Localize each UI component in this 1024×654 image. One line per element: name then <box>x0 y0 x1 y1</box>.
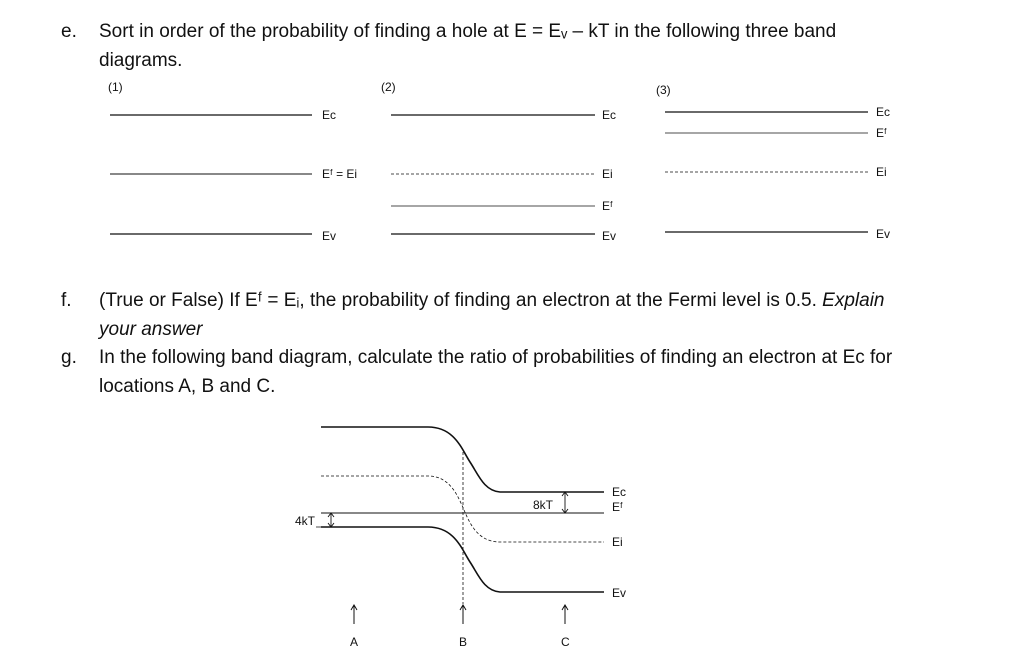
diagram-2-ev-label: Ev <box>602 229 617 243</box>
question-f-text-italic: Explain <box>822 290 885 311</box>
band-g-ev-label: Ev <box>612 586 627 600</box>
question-g-text-line1: In the following band diagram, calculate the ratio of probabilities of finding an electron at Eᴄ for <box>99 347 893 368</box>
diagram-2-ef-label: Eᶠ <box>602 199 613 213</box>
diagram-2-number: (2) <box>381 80 396 94</box>
band-g-ec-label: Ec <box>612 485 627 499</box>
diagram-3-ei-label: Ei <box>876 165 887 179</box>
diagram-3-ev-label: Ev <box>876 227 891 241</box>
band-g-ei-label: Ei <box>612 535 623 549</box>
question-e-text-line1: Sort in order of the probability of finding a hole at E = Eᵥ – kT in the following three band <box>99 21 837 42</box>
question-e-text-line2: diagrams. <box>99 50 183 71</box>
diagram-1-ec-label: Ec <box>322 108 337 122</box>
diagram-3-number: (3) <box>656 83 671 97</box>
question-f-text-line2: your answer <box>99 319 203 340</box>
question-f-letter: f. <box>61 290 72 311</box>
band-g-4kt-label: 4kT <box>295 514 316 528</box>
location-a-label: A <box>350 635 359 649</box>
location-b-arrow <box>460 605 466 624</box>
question-g-letter: g. <box>61 347 77 368</box>
band-g-8kt-arrow <box>562 492 568 513</box>
band-diagram-3 <box>656 83 890 241</box>
band-diagram-1 <box>108 80 357 243</box>
question-f-text-plain: (True or False) If Eᶠ = Eᵢ, the probability of finding an electron at the Fermi level is 0.5. <box>99 290 823 311</box>
band-g-ev-curve <box>321 527 604 592</box>
band-g-4kt-arrow <box>328 513 334 527</box>
diagram-1-ev-label: Ev <box>322 229 337 243</box>
location-c-arrow <box>562 605 568 624</box>
location-c-label: C <box>561 635 570 649</box>
diagram-1-number: (1) <box>108 80 123 94</box>
diagram-2-ec-label: Ec <box>602 108 617 122</box>
band-diagram-2 <box>381 80 616 243</box>
diagram-3-ec-label: Ec <box>876 105 891 119</box>
band-diagram-g <box>295 427 626 649</box>
diagram-1-ef-ei-label: Eᶠ = Ei <box>322 167 358 181</box>
location-a-arrow <box>351 605 357 624</box>
band-g-ef-label: Eᶠ <box>612 500 623 514</box>
diagram-2-ei-label: Ei <box>602 167 613 181</box>
location-b-label: B <box>459 635 468 649</box>
band-g-ei-curve <box>321 476 604 542</box>
question-e-letter: e. <box>61 21 77 42</box>
question-g-text-line2: locations A, B and C. <box>99 376 276 397</box>
band-g-ec-curve <box>321 427 604 492</box>
diagram-3-ef-label: Eᶠ <box>876 126 887 140</box>
band-g-8kt-label: 8kT <box>533 498 554 512</box>
